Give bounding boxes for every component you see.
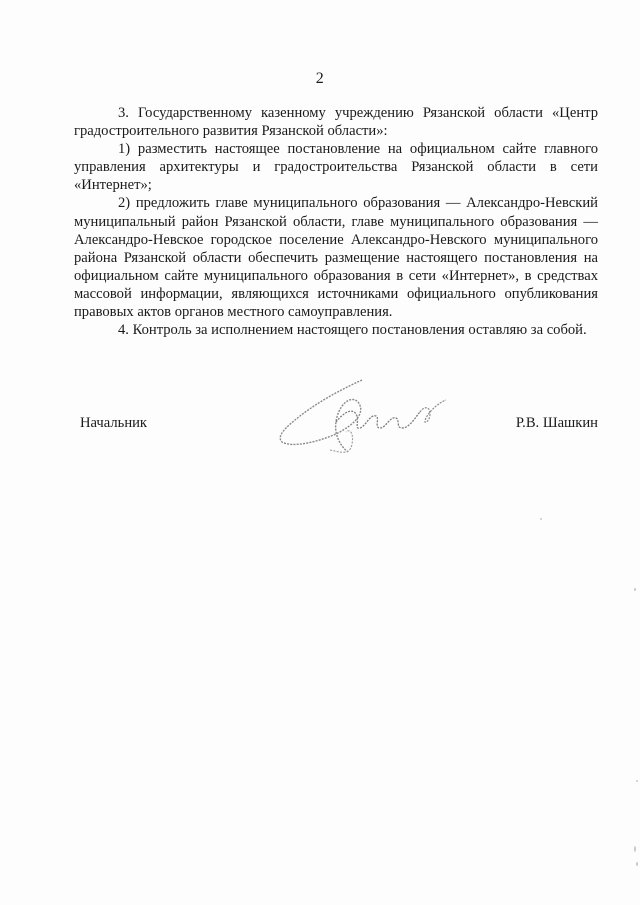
paragraph-subitem-2: 2) предложить главе муниципального образования — Александро-Невский муниципальный район Рязанской области, главе муниципального образования — Александро-Невское городское поселение Александро-Невского муниципального района Рязанской области обеспечить размещение настоящего постановления на официальном сайте муниципального образования в сети «Интернет», в средствах массовой информации, являющихся источниками официального опубликования правовых актов органов местного самоуправления. [74,195,598,321]
scan-artifact [540,518,542,520]
signature-block [0,415,640,455]
scan-artifact [636,780,638,782]
document-body [74,104,598,339]
paragraph-subitem-1: 1) разместить настоящее постановление на официальном сайте главного управления архитектуры и градостроительства Рязанской области в сети «Интернет»; [74,141,598,194]
scan-artifact [634,846,636,852]
scan-artifact [636,862,638,866]
signer-title: Начальник [80,415,148,431]
paragraph-item-4: 4. Контроль за исполнением настоящего постановления оставляю за собой. [118,322,587,339]
paragraph-item-3: 3. Государственному казенному учреждению Рязанской области «Центр градостроительного развития Рязанской области»: [74,105,598,140]
scan-artifact [634,588,636,591]
page-number: 2 [315,70,325,87]
signer-name: Р.В. Шашкин [515,415,598,431]
